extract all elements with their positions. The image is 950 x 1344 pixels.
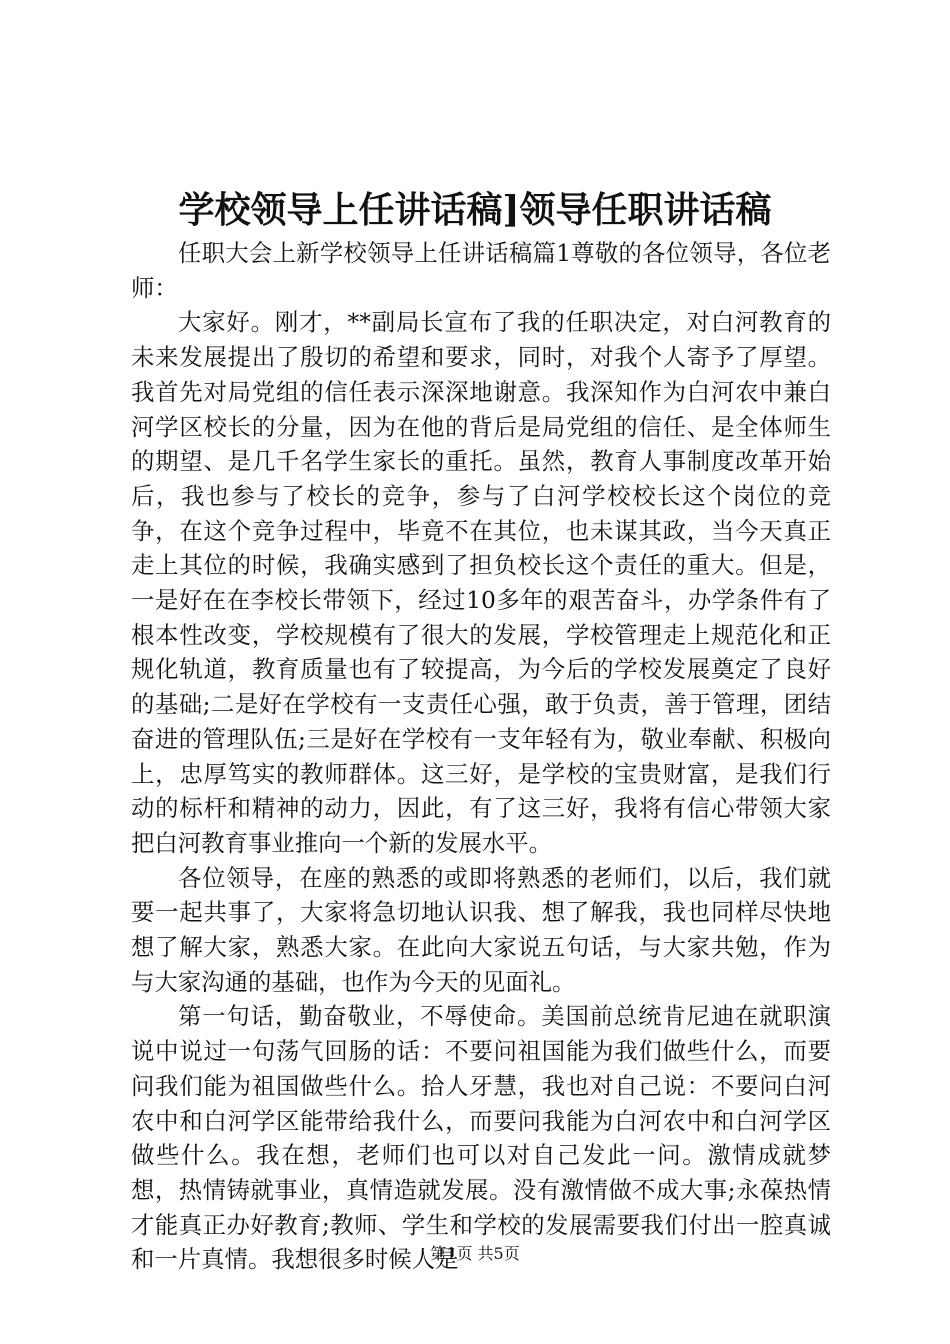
document-title: 学校领导上任讲话稿]领导任职讲话稿 bbox=[178, 189, 772, 231]
paragraph-introduction: 各位领导，在座的熟悉的或即将熟悉的老师们，以后，我们就要一起共事了，大家将急切地认识我、想了解我，我也同样尽快地想了解大家，熟悉大家。在此向大家说五句话，与大家共勉，作为与大家沟通的基础，也作为今天的见面礼。 bbox=[131, 863, 831, 996]
page-number-footer: 第1页 共5页 bbox=[430, 1244, 520, 1263]
paragraph-opening: 大家好。刚才，**副局长宣布了我的任职决定，对白河教育的未来发展提出了殷切的希望和要求，同时，对我个人寄予了厚望。我首先对局党组的信任表示深深地谢意。我深知作为白河农中兼白河学区校长的分量，因为在他的背后是局党组的信任、是全体师生的期望、是几千名学生家长的重托。虽然，教育人事制度改革开始后，我也参与了校长的竞争，参与了白河学校校长这个岗位的竞争，在这个竞争过程中，毕竟不在其位，也未谋其政，当今天真正走上其位的时候，我确实感到了担负校长这个责任的重大。但是，一是好在在李校长带领下，经过10多年的艰苦奋斗，办学条件有了根本性改变，学校规模有了很大的发展，学校管理走上规范化和正规化轨道，教育质量也有了较提高，为今后的学校发展奠定了良好的基础;二是好在学校有一支责任心强，敢于负责，善于管理，团结奋进的管理队伍;三是好在学校有一支年轻有为，敬业奉献、积极向上，忠厚笃实的教师群体。这三好，是学校的宝贵财富，是我们行动的标杆和精神的动力，因此，有了这三好，我将有信心带领大家把白河教育事业推向一个新的发展水平。 bbox=[131, 308, 831, 857]
paragraph-first-point: 第一句话，勤奋敬业，不辱使命。美国前总统肯尼迪在就职演说中说过一句荡气回肠的话：不要问祖国能为我们做些什么，而要问我们能为祖国做些什么。拾人牙慧，我也对自己说：不要问白河农中和白河学区能带给我什么，而要问我能为白河农中和白河学区做些什么。我在想，老师们也可以对自己发此一问。激情成就梦想，热情铸就事业，真情造就发展。没有激情做不成大事;永葆热情才能真正办好教育;教师、学生和学校的发展需要我们付出一腔真诚和一片真情。我想很多时候人是 bbox=[131, 1002, 831, 1274]
document-body bbox=[131, 236, 831, 1277]
paragraph-greeting: 任职大会上新学校领导上任讲话稿篇1尊敬的各位领导，各位老师： bbox=[131, 239, 831, 302]
